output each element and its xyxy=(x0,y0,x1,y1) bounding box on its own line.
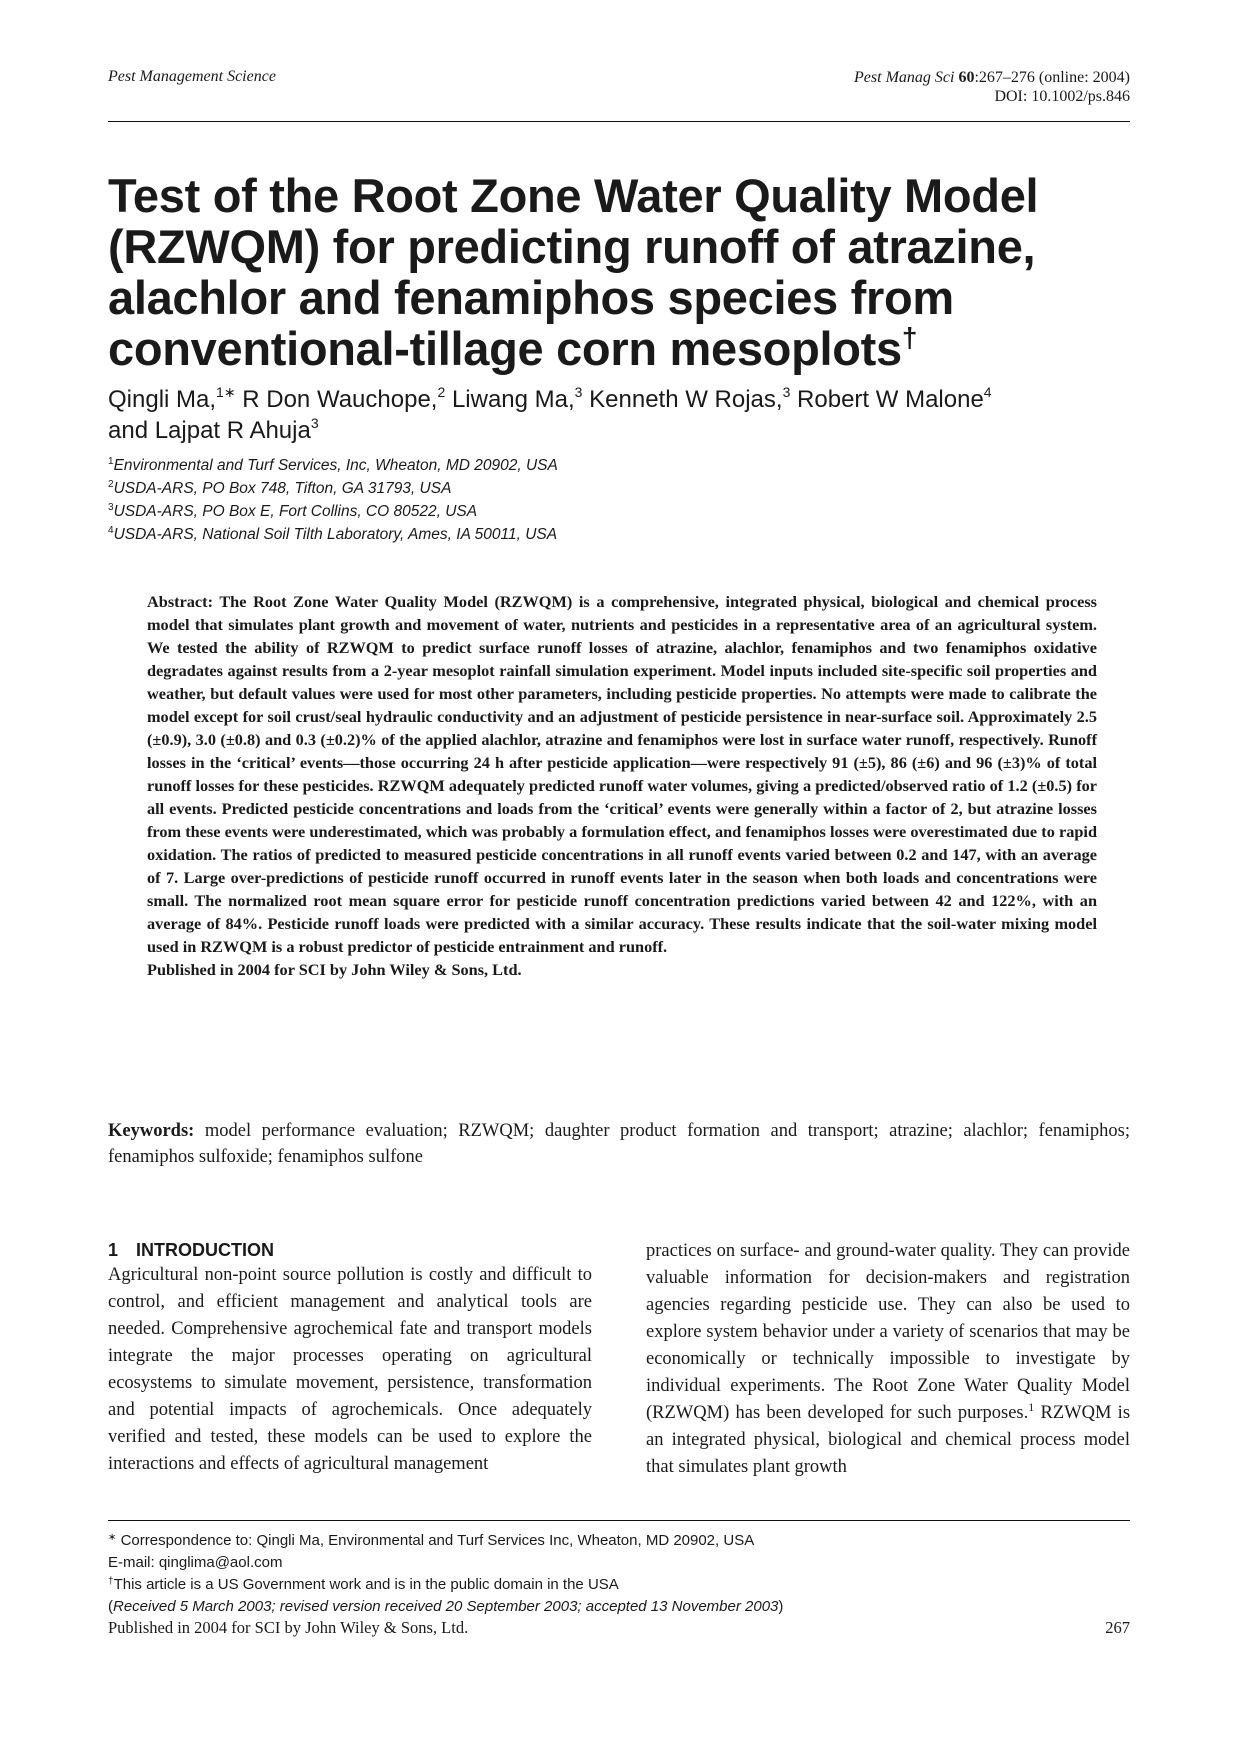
email-note: E-mail: qinglima@aol.com xyxy=(108,1554,283,1571)
keywords-label: Keywords: xyxy=(108,1121,195,1141)
citation-volume: 60 xyxy=(958,69,975,86)
correspondence-text: Correspondence to: Qingli Ma, Environmental and Turf Services Inc, Wheaton, MD 20902, USA xyxy=(120,1532,755,1549)
citation-block xyxy=(854,68,1130,106)
footnotes xyxy=(108,1530,1130,1618)
author xyxy=(452,386,589,413)
received-close: ) xyxy=(778,1598,784,1615)
author-affiliation-marker: 3 xyxy=(310,415,319,431)
author xyxy=(797,386,992,413)
reference-marker: 1 xyxy=(1028,1400,1035,1414)
affiliation xyxy=(108,477,1130,500)
author-separator xyxy=(445,386,452,413)
journal-name: Pest Management Science xyxy=(108,68,276,85)
intro-paragraph-right xyxy=(646,1238,1130,1481)
affiliation xyxy=(108,523,1130,546)
author-affiliation-marker: 3 xyxy=(574,384,583,400)
government-work-note xyxy=(108,1574,1130,1596)
author-name: and Lajpat R Ahuja xyxy=(108,417,311,444)
author-affiliation-marker: 4 xyxy=(983,384,992,400)
government-work-text: This article is a US Government work and is in the public domain in the USA xyxy=(113,1576,619,1593)
title-text: Test of the Root Zone Water Quality Model (RZWQM) for predicting runoff of atrazine, alachlor and fenamiphos species from conventional-tillage corn mesoplots xyxy=(108,169,1039,375)
author xyxy=(108,386,242,413)
keywords xyxy=(108,1118,1130,1170)
received-open: ( xyxy=(108,1598,113,1615)
header-rule xyxy=(108,121,1130,122)
keywords-text: model performance evaluation; RZWQM; daughter product formation and transport; atrazine; alachlor; fenamiphos; fenamiphos sulfoxide; fenamiphos sulfone xyxy=(108,1121,1131,1167)
intro-paragraph-left: Agricultural non-point source pollution is costly and difficult to control, and efficient management and analytical tools are needed. Comprehensive agrochemical fate and transport models integrate the major processes operating on agricultural ecosystems to simulate movement, persistence, transformation and potential impacts of agrochemicals. Once adequately verified and tested, these models can be used to explore the interactions and effects of agricultural management xyxy=(108,1265,592,1474)
page-number: 267 xyxy=(1105,1618,1130,1637)
abstract-published: Published in 2004 for SCI by John Wiley & Sons, Ltd. xyxy=(147,960,522,979)
author xyxy=(242,386,452,413)
article-title xyxy=(108,170,1130,374)
author-name: Kenneth W Rojas, xyxy=(589,386,783,413)
author-affiliation-marker: 3 xyxy=(782,384,791,400)
footer-publisher: Published in 2004 for SCI by John Wiley & Sons, Ltd. xyxy=(108,1618,469,1637)
author-name: Robert W Malone xyxy=(797,386,984,413)
author-affiliation-marker: 1∗ xyxy=(216,384,236,400)
author-name: R Don Wauchope, xyxy=(242,386,438,413)
abstract xyxy=(147,590,1097,981)
author xyxy=(108,417,319,444)
affiliation-text: USDA-ARS, PO Box E, Fort Collins, CO 80522, USA xyxy=(113,503,478,520)
government-work-mark: † xyxy=(108,1576,114,1587)
correspondence-note xyxy=(108,1530,1130,1552)
affiliation-text: USDA-ARS, PO Box 748, Tifton, GA 31793, USA xyxy=(113,480,452,497)
affiliation-number: 2 xyxy=(108,479,114,490)
citation-pages: :267–276 (online: 2004) xyxy=(974,69,1130,86)
author xyxy=(589,386,797,413)
running-head xyxy=(108,68,1130,128)
affiliation-text: Environmental and Turf Services, Inc, Wheaton, MD 20902, USA xyxy=(113,457,558,474)
abstract-text: Abstract: The Root Zone Water Quality Model (RZWQM) is a comprehensive, integrated physical, biological and chemical process model that simulates plant growth and movement of water, nutrients and pesticides in a representative area of an agricultural system. We tested the ability of RZWQM to predict surface runoff losses of atrazine, alachlor, fenamiphos and two fenamiphos oxidative degradates against results from a 2-year mesoplot rainfall simulation experiment. Model inputs included site-specific soil properties and weather, but default values were used for most other parameters, including pesticide properties. No attempts were made to calibrate the model except for soil crust/seal hydraulic conductivity and an adjustment of pesticide persistence in near-surface soil. Approximately 2.5 (±0.9), 3.0 (±0.8) and 0.3 (±0.2)% of the applied alachlor, atrazine and fenamiphos were lost in surface water runoff, respectively. Runoff losses in the ‘critical’ events—those occurring 24 h after pesticide application—were respectively 91 (±5), 86 (±6) and 96 (±3)% of total runoff losses for these pesticides. RZWQM adequately predicted runoff water volumes, giving a predicted/observed ratio of 1.2 (±0.5) for all events. Predicted pesticide concentrations and loads from the ‘critical’ events were generally within a factor of 2, but atrazine losses from these events were underestimated, which was probably a formulation effect, and fenamiphos losses were overestimated due to rapid oxidation. The ratios of predicted to measured pesticide concentrations in all runoff events varied between 0.2 and 147, with an average of 7. Large over-predictions of pesticide runoff occurred in runoff events later in the season when both loads and concentrations were small. The normalized root mean square error for pesticide runoff concentration predictions varied between 42 and 122%, with an average of 84%. Pesticide runoff loads were predicted with a similar accuracy. These results indicate that the soil-water mixing model used in RZWQM is a robust predictor of pesticide entrainment and runoff. xyxy=(147,592,1097,956)
affiliation xyxy=(108,500,1130,523)
affiliation xyxy=(108,454,1130,477)
author-name: Liwang Ma, xyxy=(451,386,575,413)
section-heading-introduction xyxy=(108,1238,592,1262)
author-name: Qingli Ma, xyxy=(108,386,217,413)
citation-line xyxy=(854,68,1130,87)
title-dagger: † xyxy=(901,322,918,353)
correspondence-mark: ∗ xyxy=(108,1532,117,1543)
author-list xyxy=(108,384,1130,446)
intro-right-tail: RZWQM is an integrated physical, biological and chemical process model that simulates plant growth xyxy=(646,1403,1131,1477)
footnote-rule xyxy=(108,1520,1130,1521)
affiliation-text: USDA-ARS, National Soil Tilth Laboratory, Ames, IA 50011, USA xyxy=(113,526,558,543)
column-right xyxy=(646,1238,1130,1481)
received-dates xyxy=(108,1596,1130,1618)
affiliation-number: 3 xyxy=(108,502,114,513)
author-affiliation-marker: 2 xyxy=(437,384,446,400)
affiliation-number: 1 xyxy=(108,456,114,467)
affiliation-list xyxy=(108,454,1130,546)
affiliation-number: 4 xyxy=(108,525,114,536)
doi: DOI: 10.1002/ps.846 xyxy=(994,88,1130,105)
citation-journal: Pest Manag Sci xyxy=(854,69,955,86)
column-left xyxy=(108,1238,592,1478)
section-number: 1 xyxy=(108,1240,119,1260)
section-title: INTRODUCTION xyxy=(136,1240,274,1260)
intro-right-text: practices on surface- and ground-water quality. They can provide valuable information for decision-makers and registration agencies regarding pesticide use. They can also be used to explore system behavior under a variety of scenarios that may be economically or technically impossible to investigate by individual experiments. The Root Zone Water Quality Model (RZWQM) has been developed for such purposes. xyxy=(646,1241,1130,1423)
received-text: Received 5 March 2003; revised version received 20 September 2003; accepted 13 November 2003 xyxy=(113,1598,779,1615)
